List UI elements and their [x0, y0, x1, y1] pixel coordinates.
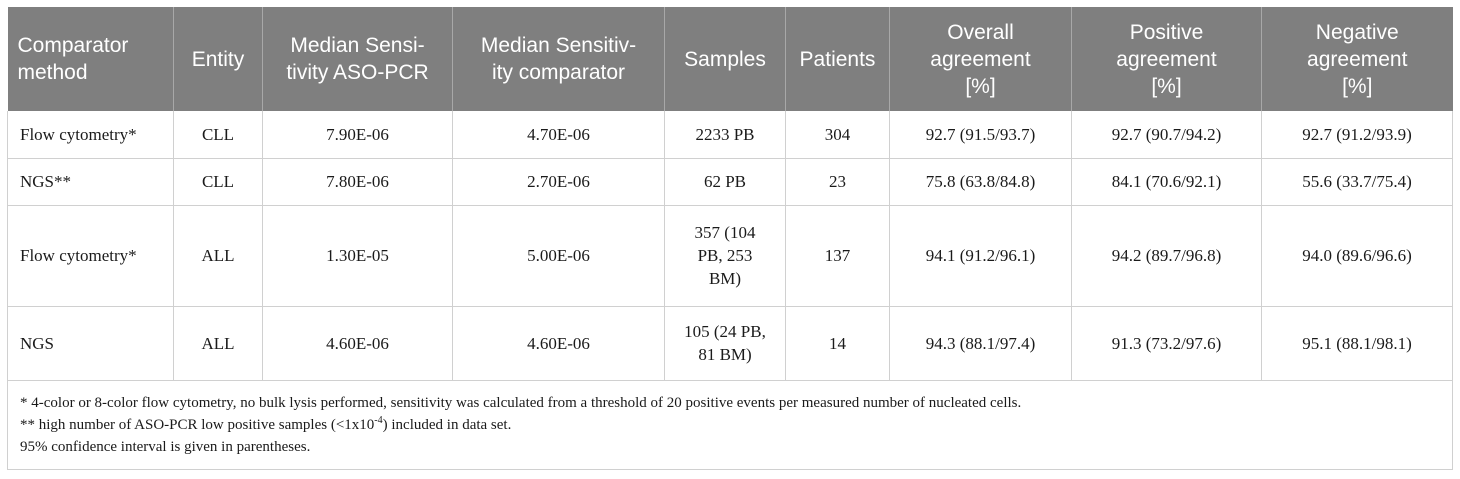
footnote-ngs: ** high number of ASO-PCR low positive samples $(<1x10^{-4})$ included in data set.: [20, 414, 512, 433]
cell-sens-aso: 7.80E-06: [263, 158, 453, 205]
cell-sens-comp: 4.70E-06: [453, 111, 665, 158]
cell-sens-aso: 7.90E-06: [263, 111, 453, 158]
cell-method: NGS**: [8, 158, 174, 205]
header-samples: Samples: [665, 7, 786, 111]
cell-samples: 357 (104 PB, 253 BM): [665, 205, 786, 306]
cell-negative: 55.6 (33.7/75.4): [1262, 158, 1453, 205]
cell-entity: CLL: [174, 158, 263, 205]
header-overall-agreement: Overall agreement [%]: [890, 7, 1072, 111]
header-median-sensitivity-comparator: Median Sensitiv- ity comparator: [453, 7, 665, 111]
cell-method: NGS: [8, 306, 174, 380]
cell-entity: ALL: [174, 306, 263, 380]
cell-patients: 14: [786, 306, 890, 380]
cell-entity: CLL: [174, 111, 263, 158]
cell-positive: 92.7 (90.7/94.2): [1072, 111, 1262, 158]
cell-sens-aso: 4.60E-06: [263, 306, 453, 380]
footnote-flow-cytometry: * 4-color or 8-color flow cytometry, no bulk lysis performed, sensitivity was calculated from a threshold of 20 positive events per measured number of nucleated cells.: [20, 394, 1022, 411]
cell-patients: 304: [786, 111, 890, 158]
cell-sens-aso: 1.30E-05: [263, 205, 453, 306]
header-row: [8, 7, 1453, 111]
cell-positive: 91.3 (73.2/97.6): [1072, 306, 1262, 380]
cell-patients: 137: [786, 205, 890, 306]
header-negative-agreement: Negative agreement [%]: [1262, 7, 1453, 111]
cell-positive: 84.1 (70.6/92.1): [1072, 158, 1262, 205]
cell-samples: 62 PB: [665, 158, 786, 205]
header-patients: Patients: [786, 7, 890, 111]
cell-samples: 105 (24 PB, 81 BM): [665, 306, 786, 380]
header-median-sensitivity-aso-pcr: Median Sensi- tivity ASO-PCR: [263, 7, 453, 111]
cell-overall: 75.8 (63.8/84.8): [890, 158, 1072, 205]
cell-method: Flow cytometry*: [8, 205, 174, 306]
table-row: [8, 205, 1453, 306]
table-row: [8, 111, 1453, 158]
cell-samples: 2233 PB: [665, 111, 786, 158]
footnote-row: [8, 380, 1453, 469]
cell-sens-comp: 4.60E-06: [453, 306, 665, 380]
cell-method: Flow cytometry*: [8, 111, 174, 158]
results-table-container: [7, 7, 1452, 470]
comparison-table: [7, 7, 1453, 470]
header-entity: Entity: [174, 7, 263, 111]
cell-sens-comp: 5.00E-06: [453, 205, 665, 306]
cell-negative: 95.1 (88.1/98.1): [1262, 306, 1453, 380]
footnote-confidence-interval: 95% confidence interval is given in parentheses.: [20, 438, 311, 455]
cell-entity: ALL: [174, 205, 263, 306]
header-positive-agreement: Positive agreement [%]: [1072, 7, 1262, 111]
cell-negative: 92.7 (91.2/93.9): [1262, 111, 1453, 158]
cell-overall: 94.3 (88.1/97.4): [890, 306, 1072, 380]
cell-overall: 94.1 (91.2/96.1): [890, 205, 1072, 306]
cell-sens-comp: 2.70E-06: [453, 158, 665, 205]
cell-negative: 94.0 (89.6/96.6): [1262, 205, 1453, 306]
cell-patients: 23: [786, 158, 890, 205]
header-comparator-method: Comparator method: [8, 7, 174, 111]
table-footnotes: [8, 380, 1453, 469]
table-row: [8, 306, 1453, 380]
cell-overall: 92.7 (91.5/93.7): [890, 111, 1072, 158]
cell-positive: 94.2 (89.7/96.8): [1072, 205, 1262, 306]
table-row: [8, 158, 1453, 205]
